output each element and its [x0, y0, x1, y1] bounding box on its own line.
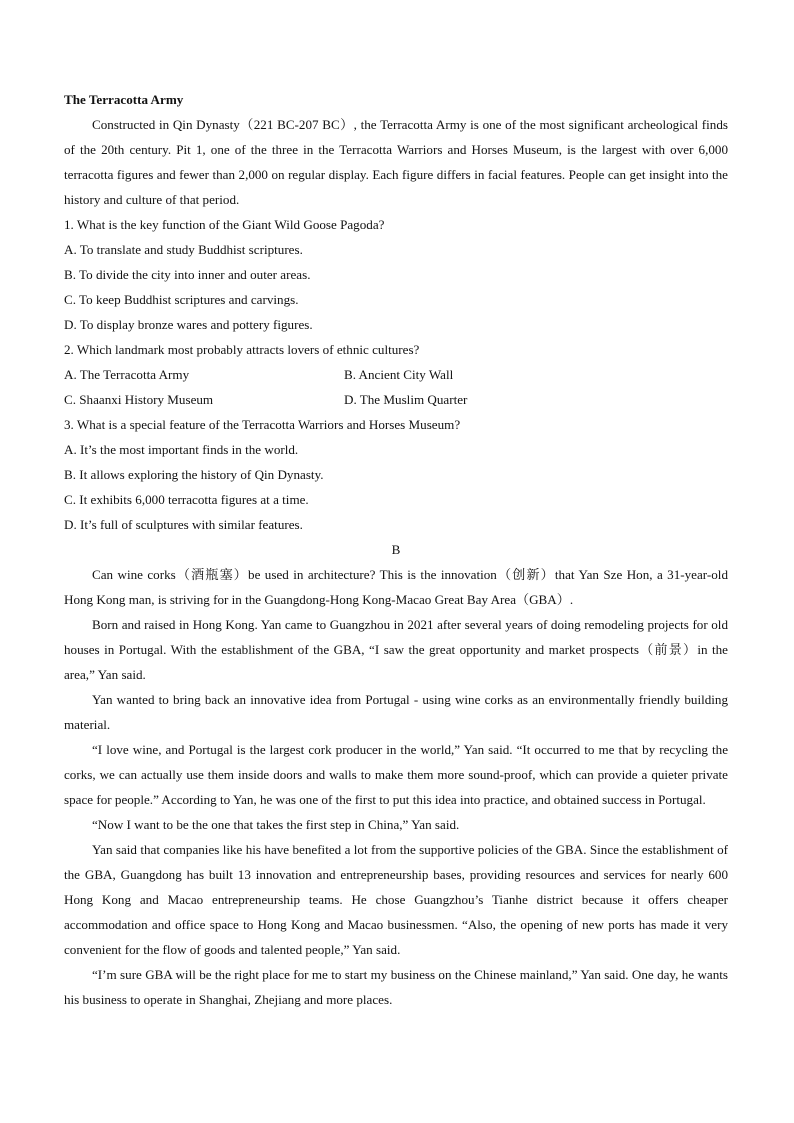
passage-b-paragraph-6: Yan said that companies like his have benefited a lot from the supportive policies of the GBA. Since the establishment of the GBA, Guangdong has built 13 innovation and entrepreneurship bases, providing resources and services for nearly 600 Hong Kong and Macao entrepreneurship teams. He chose Guangzhou’s Tianhe district because it offers cheaper accommodation and office space to Hong Kong and Macao businessmen. “Also, the opening of new ports has made it very convenient for the flow of goods and talented people,” Yan said.	[64, 842, 728, 957]
question-1	[64, 212, 728, 337]
passage-b-paragraph-1: Can wine corks（酒瓶塞）be used in architecture? This is the innovation（创新）that Yan Sze Hon, a 31-year-old Hong Kong man, is striving for in the Guangdong-Hong Kong-Macao Great Bay Area（GBA）.	[64, 567, 728, 607]
question-stem: 1. What is the key function of the Giant Wild Goose Pagoda?	[64, 217, 385, 232]
question-2-option-a: A. The Terracotta Army	[64, 367, 190, 382]
question-3-option-d: D. It’s full of sculptures with similar features.	[64, 517, 303, 532]
question-2-options-row-1	[64, 362, 728, 387]
passage-a-paragraph: Constructed in Qin Dynasty（221 BC-207 BC）, the Terracotta Army is one of the most significant archeological finds of the 20th century. Pit 1, one of the three in the Terracotta Warriors and Horses Museum, is the largest with over 6,000 terracotta figures and fewer than 2,000 on regular display. Each figure differs in facial features. People can get insight into the history and culture of that period.	[64, 117, 728, 207]
question-1-option-a: A. To translate and study Buddhist scriptures.	[64, 242, 303, 257]
question-2-option-b: B. Ancient City Wall	[344, 367, 454, 382]
passage-b-paragraph-5: “Now I want to be the one that takes the first step in China,” Yan said.	[92, 817, 460, 832]
question-3-option-a: A. It’s the most important finds in the world.	[64, 442, 299, 457]
question-3	[64, 412, 728, 537]
passage-b-paragraph-3: Yan wanted to bring back an innovative idea from Portugal - using wine corks as an environmentally friendly building material.	[64, 692, 728, 732]
passage-b-letter: B	[391, 542, 401, 557]
document-page	[64, 87, 728, 1012]
passage-b-paragraph-4: “I love wine, and Portugal is the largest cork producer in the world,” Yan said. “It occurred to me that by recycling the corks, we can actually use them inside doors and walls to make them more sound-proof, which can provide a quieter private space for people.” According to Yan, he was one of the first to put this idea into practice, and obtained success in Portugal.	[64, 742, 728, 807]
question-1-option-d: D. To display bronze wares and pottery figures.	[64, 317, 313, 332]
passage-a-title: The Terracotta Army	[64, 92, 184, 107]
question-3-option-c: C. It exhibits 6,000 terracotta figures at a time.	[64, 492, 309, 507]
question-2-option-d: D. The Muslim Quarter	[344, 392, 468, 407]
question-1-option-b: B. To divide the city into inner and outer areas.	[64, 267, 311, 282]
question-2-option-c: C. Shaanxi History Museum	[64, 392, 214, 407]
question-3-option-b: B. It allows exploring the history of Qin Dynasty.	[64, 467, 324, 482]
question-1-option-c: C. To keep Buddhist scriptures and carvings.	[64, 292, 299, 307]
passage-b-paragraph-7: “I’m sure GBA will be the right place for me to start my business on the Chinese mainland,” Yan said. One day, he wants his business to operate in Shanghai, Zhejiang and more places.	[64, 967, 728, 1007]
question-2-options-row-2	[64, 387, 728, 412]
question-2	[64, 337, 728, 412]
question-stem: 2. Which landmark most probably attracts lovers of ethnic cultures?	[64, 342, 420, 357]
passage-b-paragraph-2: Born and raised in Hong Kong. Yan came to Guangzhou in 2021 after several years of doing remodeling projects for old houses in Portugal. With the establishment of the GBA, “I saw the great opportunity and market prospects（前景）in the area,” Yan said.	[64, 617, 728, 682]
question-stem: 3. What is a special feature of the Terracotta Warriors and Horses Museum?	[64, 417, 461, 432]
